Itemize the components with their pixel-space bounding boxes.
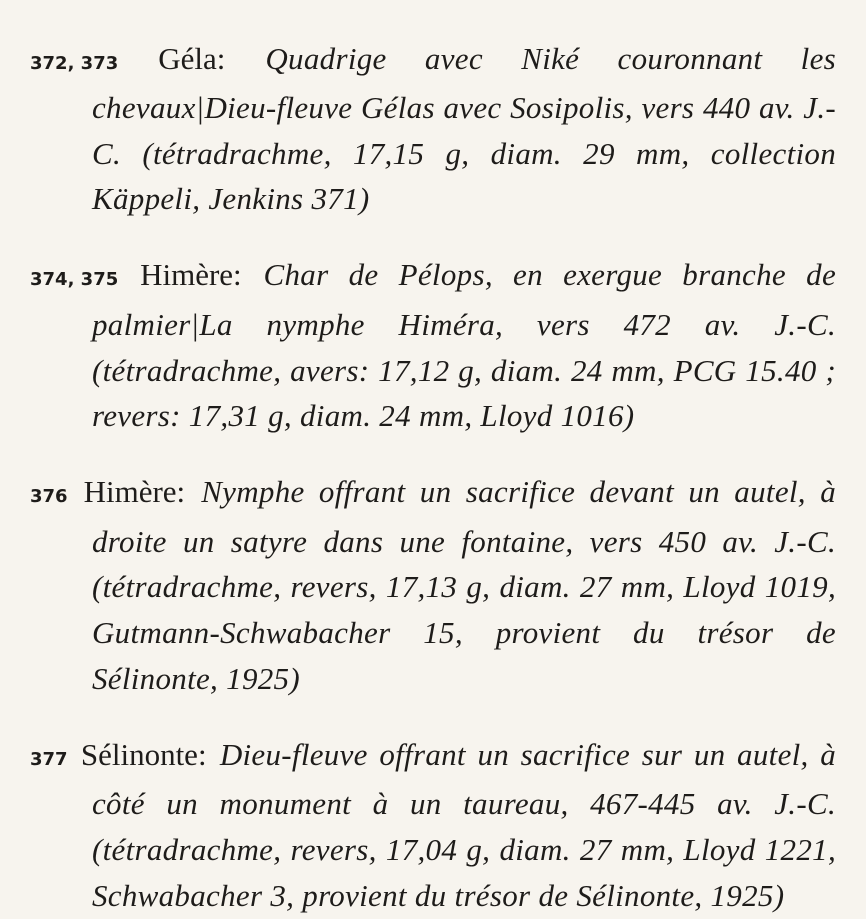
entry-numbers: 377: [30, 748, 68, 770]
entry-place: Géla:: [158, 40, 226, 76]
entry-description: Quadrige avec Niké couronnant les chevaux|Dieu-fleuve Gélas avec Sosipolis, vers 440 av. J.-C. (tétradrachme, 17,15 g, diam. 29 mm, collection Käppeli, Jenkins 371): [92, 40, 837, 217]
entry-numbers: 376: [30, 486, 68, 508]
entry-description: Nymphe offrant un sacrifice devant un autel, à droite un satyre dans une fontaine, vers 450 av. J.-C. (tétradrachme, revers, 17,13 g, diam. 27 mm, Lloyd 1019, Gutmann-Schwabacher 15, provient du trésor de Sélinonte, 1925): [92, 474, 836, 696]
entry-numbers: 374, 375: [30, 269, 119, 291]
entry-place: Sélinonte:: [80, 736, 207, 772]
entry-description: Dieu-fleuve offrant un sacrifice sur un autel, à côté un monument à un taureau, 467-445 av. J.-C. (tétradrachme, revers, 17,04 g, diam. 27 mm, Lloyd 1221, Schwabacher 3, provient du trésor de Sélinonte, 1925): [92, 736, 836, 913]
catalog-entry: [30, 37, 837, 223]
catalog-entry: [30, 470, 836, 702]
entry-numbers: 372, 373: [30, 52, 119, 74]
catalog-entry: [30, 733, 836, 919]
entry-place: Himère:: [140, 257, 242, 293]
entry-place: Himère:: [83, 474, 186, 510]
entry-description: Char de Pélops, en exergue branche de palmier|La nymphe Himéra, vers 472 av. J.-C. (tétradrachme, avers: 17,12 g, diam. 24 mm, PCG 15.40 ; revers: 17,31 g, diam. 24 mm, Lloyd 1016): [92, 257, 836, 434]
catalog-entry: [30, 253, 836, 439]
